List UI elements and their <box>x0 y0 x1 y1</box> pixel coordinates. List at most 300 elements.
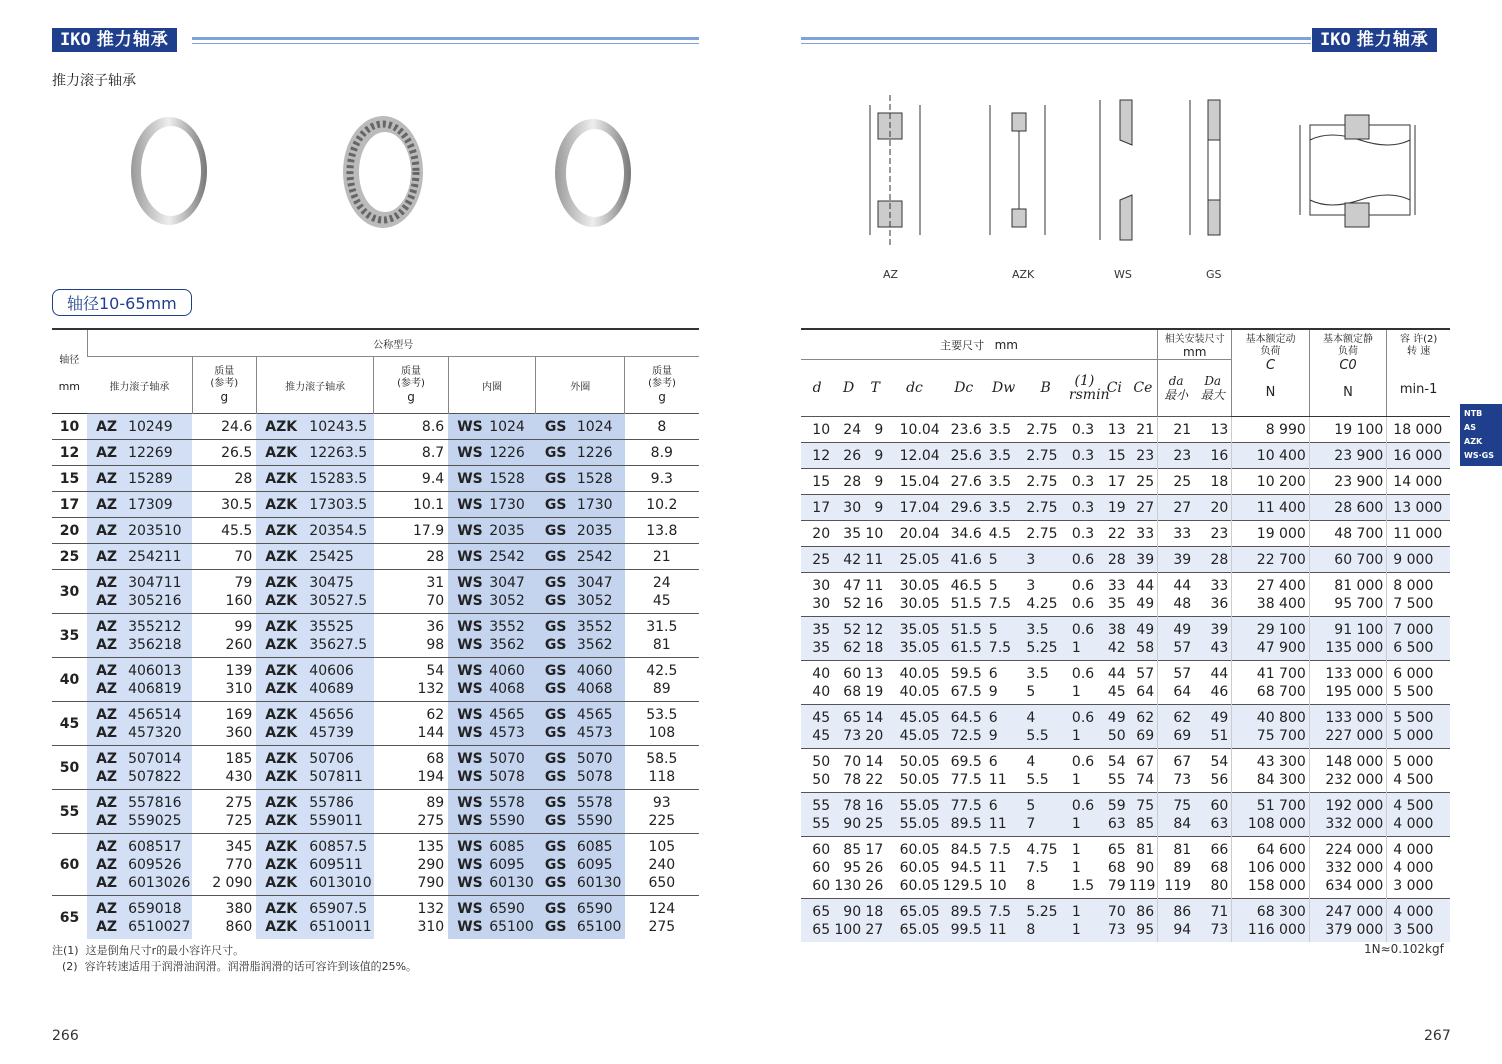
gs-model-cell: GS 1528 <box>536 466 625 492</box>
dim-value-cell: 81 90 119 <box>1129 837 1158 899</box>
dim-value-cell: 0.6 <box>1069 547 1100 573</box>
az-model-cell: AZ 12269 <box>87 440 192 466</box>
ws-gs-ring-image <box>552 117 634 229</box>
mass2-col-header: 质量 (参考) g <box>374 357 448 414</box>
dim-value-cell: 35 <box>833 521 864 547</box>
dim-col-header: d <box>812 380 822 396</box>
mass1-col-header: 质量 (参考) g <box>192 357 256 414</box>
dim-value-cell: 8 000 7 500 <box>1387 573 1450 617</box>
mass3-col-header: 质量 (参考) g <box>625 357 699 414</box>
dim-value-cell: 47 52 <box>833 573 864 617</box>
dim-value-cell: 68 300 116 000 <box>1232 899 1310 943</box>
dim-value-cell: 34.6 <box>943 521 985 547</box>
ws-model-cell: WS 2035 <box>448 518 536 544</box>
az-model-cell: AZ 17309 <box>87 492 192 518</box>
dim-value-cell: 40 40 <box>801 661 833 705</box>
shaft-diameter-cell: 20 <box>52 518 87 544</box>
dim-value-cell: 33 35 <box>1100 573 1129 617</box>
dim-value-cell: 3.5 <box>985 495 1023 521</box>
header-rule-right <box>801 37 1311 40</box>
gs-model-cell: GS 5070 GS 5078 <box>536 746 625 790</box>
azk-model-cell: AZK 25425 <box>256 544 374 570</box>
dim-value-cell: 7.5 11 10 <box>985 837 1023 899</box>
dim-value-cell: 60 60 60 <box>801 837 833 899</box>
iko-logo-right: IKO <box>1320 30 1351 50</box>
dim-value-cell: 28 <box>1100 547 1129 573</box>
header-rule-left-thin <box>192 43 699 44</box>
dim-value-cell: 57 64 <box>1129 661 1158 705</box>
ws-gs-mass-cell: 53.5 108 <box>625 702 699 746</box>
dim-value-cell: 64.5 72.5 <box>943 705 985 749</box>
dim-value-cell: 44 45 <box>1100 661 1129 705</box>
azk-model-cell: AZK 60857.5 AZK 609511 AZK 6013010 <box>256 834 374 896</box>
dim-value-cell: 18 27 <box>864 899 886 943</box>
ws-gs-mass-cell: 21 <box>625 544 699 570</box>
dim-value-cell: 50.05 50.05 <box>886 749 942 793</box>
dim-value-cell: 6 000 5 500 <box>1387 661 1450 705</box>
azk-mass-cell: 17.9 <box>374 518 448 544</box>
dim-value-cell: 70 73 <box>1100 899 1129 943</box>
azk-mass-cell: 62 144 <box>374 702 448 746</box>
dim-value-cell: 15 <box>801 469 833 495</box>
ws-model-cell: WS 1024 <box>448 414 536 440</box>
ws-gs-mass-cell: 124 275 <box>625 896 699 940</box>
ws-gs-mass-cell: 10.2 <box>625 492 699 518</box>
dim-value-cell: 66 68 80 <box>1194 837 1232 899</box>
az-mass-cell: 169 360 <box>192 702 256 746</box>
azk-mass-cell: 10.1 <box>374 492 448 518</box>
ws-model-cell: WS 2542 <box>448 544 536 570</box>
ws-gs-mass-cell: 9.3 <box>625 466 699 492</box>
dim-value-cell: 54 55 <box>1100 749 1129 793</box>
main-dims-header: 主要尺寸 mm <box>801 329 1158 360</box>
dim-value-cell: 35.05 35.05 <box>886 617 942 661</box>
dim-value-cell: 49 57 <box>1158 617 1195 661</box>
dim-value-cell: 14 000 <box>1387 469 1450 495</box>
dim-value-cell: 59.5 67.5 <box>943 661 985 705</box>
dim-value-cell: 9 <box>864 469 886 495</box>
az-mass-cell: 345 770 2 090 <box>192 834 256 896</box>
dim-value-cell: 3.5 5.25 <box>1022 617 1069 661</box>
azk-model-cell: AZK 65907.5 AZK 6510011 <box>256 896 374 940</box>
gs-col-header: 外圈 <box>536 357 625 414</box>
azk-mass-cell: 9.4 <box>374 466 448 492</box>
dim-value-cell: 17.04 <box>886 495 942 521</box>
az-mass-cell: 139 310 <box>192 658 256 702</box>
dim-value-cell: 0.6 1 <box>1069 749 1100 793</box>
az-model-cell: AZ 10249 <box>87 414 192 440</box>
shaft-diameter-cell: 10 <box>52 414 87 440</box>
az-model-cell: AZ 406013 AZ 406819 <box>87 658 192 702</box>
dim-value-cell: 0.6 1 <box>1069 793 1100 837</box>
dim-value-cell: 16 <box>1194 443 1232 469</box>
dim-value-cell: 23 900 <box>1309 443 1387 469</box>
footnote-2: (2) 容许转速适用于润滑油润滑。润滑脂润滑的话可容许到该值的25%。 <box>62 960 418 973</box>
az-mass-cell: 26.5 <box>192 440 256 466</box>
dim-col-header: T <box>870 380 880 396</box>
azk-model-cell: AZK 50706 AZK 507811 <box>256 746 374 790</box>
dim-value-cell: 44 46 <box>1194 661 1232 705</box>
dim-value-cell: 24 <box>833 417 864 443</box>
gs-model-cell: GS 2542 <box>536 544 625 570</box>
dim-value-cell: 4 500 4 000 <box>1387 793 1450 837</box>
ws-gs-mass-cell: 58.5 118 <box>625 746 699 790</box>
az-mass-cell: 99 260 <box>192 614 256 658</box>
dim-value-cell: 3 <box>1022 547 1069 573</box>
ws-model-cell: WS 6085 WS 6095 WS 60130 <box>448 834 536 896</box>
dim-value-cell: 55 55 <box>801 793 833 837</box>
gs-model-cell: GS 3047 GS 3052 <box>536 570 625 614</box>
dim-value-cell: 91 100 135 000 <box>1309 617 1387 661</box>
dim-value-cell: 17 <box>801 495 833 521</box>
dim-value-cell: 59 63 <box>1100 793 1129 837</box>
azk-model-cell: AZK 10243.5 <box>256 414 374 440</box>
dim-value-cell: 23.6 <box>943 417 985 443</box>
azk-model-cell: AZK 12263.5 <box>256 440 374 466</box>
dim-value-cell: 13 19 <box>864 661 886 705</box>
shaft-diameter-cell: 50 <box>52 746 87 790</box>
dim-value-cell: 81 89 119 <box>1158 837 1195 899</box>
brand-badge-right <box>1312 28 1437 52</box>
dim-value-cell: 29 100 47 900 <box>1232 617 1310 661</box>
dim-col-header: Da 最大 <box>1200 374 1225 402</box>
right-table-row <box>801 705 1450 749</box>
dim-value-cell: 51 700 108 000 <box>1232 793 1310 837</box>
left-spec-table <box>52 328 699 939</box>
ws-model-cell: WS 6590 WS 65100 <box>448 896 536 940</box>
dim-value-cell: 7.5 11 <box>985 899 1023 943</box>
left-table-row <box>52 570 699 614</box>
left-table-row <box>52 544 699 570</box>
dim-value-cell: 5 7 <box>1022 793 1069 837</box>
right-table-row <box>801 417 1450 443</box>
dim-value-cell: 30 30 <box>801 573 833 617</box>
cross-section-drawings <box>830 85 1430 245</box>
dim-value-cell: 9 <box>864 417 886 443</box>
dim-col-header: Ce <box>1133 380 1153 396</box>
azk-mass-cell: 8.7 <box>374 440 448 466</box>
diagram-label-azk: AZK <box>1012 268 1035 281</box>
dim-value-cell: 12.04 <box>886 443 942 469</box>
dim-value-cell: 55.05 55.05 <box>886 793 942 837</box>
right-table-row <box>801 547 1450 573</box>
dim-value-cell: 57 64 <box>1158 661 1195 705</box>
az-mass-cell: 185 430 <box>192 746 256 790</box>
dim-value-cell: 0.6 1 <box>1069 617 1100 661</box>
dim-value-cell: 5.25 8 <box>1022 899 1069 943</box>
right-table-row <box>801 793 1450 837</box>
dim-value-cell: 4 5.5 <box>1022 705 1069 749</box>
dim-col-header: Dc <box>954 380 974 396</box>
dim-value-cell: 10 <box>864 521 886 547</box>
azk-mass-cell: 8.6 <box>374 414 448 440</box>
az-model-cell: AZ 254211 <box>87 544 192 570</box>
gs-model-cell: GS 4060 GS 4068 <box>536 658 625 702</box>
dim-value-cell: 20 <box>801 521 833 547</box>
diagram-label-ws: WS <box>1114 268 1132 281</box>
dim-value-cell: 40.05 40.05 <box>886 661 942 705</box>
ws-gs-mass-cell: 31.5 81 <box>625 614 699 658</box>
azk-model-cell: AZK 30475 AZK 30527.5 <box>256 570 374 614</box>
dim-value-cell: 0.6 1 <box>1069 705 1100 749</box>
dim-value-cell: 0.3 <box>1069 417 1100 443</box>
dim-value-cell: 71 73 <box>1194 899 1232 943</box>
dim-value-cell: 27.6 <box>943 469 985 495</box>
dim-col-header: da 最小 <box>1158 360 1195 417</box>
dim-value-cell: 49 51 <box>1194 705 1232 749</box>
dim-value-cell: 60.05 60.05 60.05 <box>886 837 942 899</box>
dim-value-cell: 13 <box>1100 417 1129 443</box>
ws-model-cell: WS 3047 WS 3052 <box>448 570 536 614</box>
dim-value-cell: 23 <box>1194 521 1232 547</box>
brand-title-right: 推力轴承 <box>1356 30 1429 50</box>
dim-value-cell: 0.6 1 <box>1069 661 1100 705</box>
dim-value-cell: 7 000 6 500 <box>1387 617 1450 661</box>
left-table-row <box>52 518 699 544</box>
azk-model-cell: AZK 15283.5 <box>256 466 374 492</box>
dim-value-cell: 6 9 <box>985 661 1023 705</box>
az-mass-cell: 380 860 <box>192 896 256 940</box>
az-mass-cell: 275 725 <box>192 790 256 834</box>
dim-value-cell: 52 62 <box>833 617 864 661</box>
dynamic-load-header: 基本额定动 负荷 C N <box>1232 329 1310 417</box>
dim-value-cell: 84.5 94.5 129.5 <box>943 837 985 899</box>
dim-value-cell: 44 48 <box>1158 573 1195 617</box>
dim-value-cell: 33 <box>1129 521 1158 547</box>
dim-value-cell: 28 <box>833 469 864 495</box>
dim-value-cell: 60 68 <box>833 661 864 705</box>
dim-value-cell: 54 56 <box>1194 749 1232 793</box>
dim-value-cell: 27 <box>1129 495 1158 521</box>
az-model-cell: AZ 456514 AZ 457320 <box>87 702 192 746</box>
mount-dims-header: 相关安装尺寸 mm <box>1158 329 1232 360</box>
dim-value-cell: 21 <box>1158 417 1195 443</box>
ws-model-cell: WS 5070 WS 5078 <box>448 746 536 790</box>
dim-value-cell: 75 84 <box>1158 793 1195 837</box>
dim-value-cell: 16 25 <box>864 793 886 837</box>
dim-value-cell: 2.75 <box>1022 521 1069 547</box>
shaft-diameter-cell: 65 <box>52 896 87 940</box>
dim-value-cell: 5 500 5 000 <box>1387 705 1450 749</box>
dim-value-cell: 48 700 <box>1309 521 1387 547</box>
ws-gs-mass-cell: 93 225 <box>625 790 699 834</box>
side-category-tab: NTB AS AZK WS·GS <box>1460 404 1502 466</box>
dim-value-cell: 25 <box>1129 469 1158 495</box>
azk-col-header: 推力滚子轴承 <box>256 357 374 414</box>
ws-gs-mass-cell: 24 45 <box>625 570 699 614</box>
dim-value-cell: 11 16 <box>864 573 886 617</box>
dim-value-cell: 41.6 <box>943 547 985 573</box>
dim-value-cell: 224 000 332 000 634 000 <box>1309 837 1387 899</box>
azk-mass-cell: 31 70 <box>374 570 448 614</box>
diagram-label-az: AZ <box>883 268 899 281</box>
dim-value-cell: 35 35 <box>801 617 833 661</box>
static-load-header: 基本额定静 负荷 C0 N <box>1309 329 1387 417</box>
right-table-row <box>801 899 1450 943</box>
dim-value-cell: 26 <box>833 443 864 469</box>
page-number-right: 267 <box>1424 1028 1451 1044</box>
diagram-label-gs: GS <box>1206 268 1222 281</box>
dim-value-cell: 23 <box>1129 443 1158 469</box>
dim-value-cell: 40 800 75 700 <box>1232 705 1310 749</box>
dimension-diagrams <box>830 85 1430 245</box>
speed-header: 容 许(2) 转 速 min-1 <box>1387 329 1450 417</box>
shaft-diameter-cell: 60 <box>52 834 87 896</box>
dim-value-cell: 12 18 <box>864 617 886 661</box>
dim-value-cell: 0.6 0.6 <box>1069 573 1100 617</box>
gs-model-cell: GS 5578 GS 5590 <box>536 790 625 834</box>
right-table-row <box>801 837 1450 899</box>
dim-value-cell: 0.3 <box>1069 495 1100 521</box>
dim-value-cell: 86 95 <box>1129 899 1158 943</box>
dim-value-cell: 19 <box>1100 495 1129 521</box>
dim-value-cell: 60 63 <box>1194 793 1232 837</box>
dim-value-cell: 13 000 <box>1387 495 1450 521</box>
dim-value-cell: 2.75 <box>1022 443 1069 469</box>
dim-value-cell: 43 300 84 300 <box>1232 749 1310 793</box>
dim-value-cell: 11 000 <box>1387 521 1450 547</box>
az-model-cell: AZ 355212 AZ 356218 <box>87 614 192 658</box>
az-model-cell: AZ 15289 <box>87 466 192 492</box>
dim-value-cell: 85 95 130 <box>833 837 864 899</box>
dim-value-cell: 3.5 <box>985 417 1023 443</box>
dim-value-cell: 62 69 <box>1158 705 1195 749</box>
dim-col-header: Dw <box>991 380 1016 396</box>
dim-value-cell: 2.75 <box>1022 469 1069 495</box>
dim-value-cell: 65 73 <box>833 705 864 749</box>
azk-mass-cell: 132 310 <box>374 896 448 940</box>
ws-model-cell: WS 1528 <box>448 466 536 492</box>
ws-gs-mass-cell: 8 <box>625 414 699 440</box>
dim-value-cell: 90 100 <box>833 899 864 943</box>
dim-value-cell: 20.04 <box>886 521 942 547</box>
azk-mass-cell: 89 275 <box>374 790 448 834</box>
ws-model-cell: WS 4060 WS 4068 <box>448 658 536 702</box>
dim-value-cell: 65 65 <box>801 899 833 943</box>
right-table-row <box>801 617 1450 661</box>
dim-value-cell: 10 <box>801 417 833 443</box>
az-col-header: 推力滚子轴承 <box>109 381 170 393</box>
dim-value-cell: 45.05 45.05 <box>886 705 942 749</box>
right-table-row <box>801 495 1450 521</box>
dim-value-cell: 39 <box>1129 547 1158 573</box>
dim-value-cell: 20 <box>1194 495 1232 521</box>
iko-logo: IKO <box>60 30 91 50</box>
dim-value-cell: 39 43 <box>1194 617 1232 661</box>
dim-value-cell: 42 <box>833 547 864 573</box>
dim-value-cell: 133 000 227 000 <box>1309 705 1387 749</box>
dim-value-cell: 49 58 <box>1129 617 1158 661</box>
footnote-1: 注(1) 这是倒角尺寸r的最小容许尺寸。 <box>52 944 245 957</box>
right-table-row <box>801 469 1450 495</box>
dim-value-cell: 15.04 <box>886 469 942 495</box>
az-mass-cell: 79 160 <box>192 570 256 614</box>
dim-value-cell: 45 45 <box>801 705 833 749</box>
left-table-row <box>52 702 699 746</box>
ws-gs-mass-cell: 8.9 <box>625 440 699 466</box>
shaft-diameter-cell: 45 <box>52 702 87 746</box>
azk-cage-image <box>340 113 426 231</box>
azk-mass-cell: 28 <box>374 544 448 570</box>
gs-model-cell: GS 6590 GS 65100 <box>536 896 625 940</box>
dim-value-cell: 77.5 89.5 <box>943 793 985 837</box>
dim-value-cell: 192 000 332 000 <box>1309 793 1387 837</box>
dim-value-cell: 14 20 <box>864 705 886 749</box>
azk-model-cell: AZK 35525 AZK 35627.5 <box>256 614 374 658</box>
dim-value-cell: 0.3 <box>1069 469 1100 495</box>
unit-conversion-note: 1N≈0.102kgf <box>1364 942 1444 956</box>
dim-value-cell: 0.3 <box>1069 443 1100 469</box>
dim-value-cell: 75 85 <box>1129 793 1158 837</box>
right-table-row <box>801 661 1450 705</box>
dim-value-cell: 13 <box>1194 417 1232 443</box>
dim-value-cell: 9 <box>864 495 886 521</box>
az-model-cell: AZ 507014 AZ 507822 <box>87 746 192 790</box>
dim-value-cell: 25 <box>801 547 833 573</box>
dim-value-cell: 19 100 <box>1309 417 1387 443</box>
dim-value-cell: 69.5 77.5 <box>943 749 985 793</box>
dim-value-cell: 148 000 232 000 <box>1309 749 1387 793</box>
dim-value-cell: 25 <box>1158 469 1195 495</box>
dim-value-cell: 22 <box>1100 521 1129 547</box>
azk-model-cell: AZK 17303.5 <box>256 492 374 518</box>
dim-value-cell: 78 90 <box>833 793 864 837</box>
ws-gs-mass-cell: 13.8 <box>625 518 699 544</box>
dim-value-cell: 0.3 <box>1069 521 1100 547</box>
left-table-row <box>52 896 699 940</box>
dim-value-cell: 3 4.25 <box>1022 573 1069 617</box>
dim-value-cell: 70 78 <box>833 749 864 793</box>
dim-value-cell: 3.5 <box>985 469 1023 495</box>
ws-gs-mass-cell: 42.5 89 <box>625 658 699 702</box>
dim-value-cell: 28 <box>1194 547 1232 573</box>
right-table-row <box>801 749 1450 793</box>
left-table-row <box>52 466 699 492</box>
shaft-diameter-cell: 55 <box>52 790 87 834</box>
azk-model-cell: AZK 55786 AZK 559011 <box>256 790 374 834</box>
dim-value-cell: 3.5 5 <box>1022 661 1069 705</box>
az-mass-cell: 30.5 <box>192 492 256 518</box>
azk-model-cell: AZK 45656 AZK 45739 <box>256 702 374 746</box>
dim-value-cell: 65.05 65.05 <box>886 899 942 943</box>
dim-value-cell: 64 600 106 000 158 000 <box>1232 837 1310 899</box>
dim-value-cell: 9 <box>864 443 886 469</box>
dim-value-cell: 27 <box>1158 495 1195 521</box>
gs-model-cell: GS 4565 GS 4573 <box>536 702 625 746</box>
dim-value-cell: 3.5 <box>985 443 1023 469</box>
azk-mass-cell: 36 98 <box>374 614 448 658</box>
dim-value-cell: 10 200 <box>1232 469 1310 495</box>
dim-value-cell: 28 600 <box>1309 495 1387 521</box>
dim-value-cell: 6 9 <box>985 705 1023 749</box>
dim-value-cell: 133 000 195 000 <box>1309 661 1387 705</box>
az-model-cell: AZ 304711 AZ 305216 <box>87 570 192 614</box>
dim-value-cell: 6 11 <box>985 793 1023 837</box>
dim-value-cell: 16 000 <box>1387 443 1450 469</box>
header-rule-right-thin <box>801 43 1311 44</box>
dim-value-cell: 65 68 79 <box>1100 837 1129 899</box>
dim-value-cell: 5 7.5 <box>985 573 1023 617</box>
dim-value-cell: 81 000 95 700 <box>1309 573 1387 617</box>
dim-value-cell: 25.05 <box>886 547 942 573</box>
dim-value-cell: 6 11 <box>985 749 1023 793</box>
shaft-diameter-cell: 15 <box>52 466 87 492</box>
dim-value-cell: 67 73 <box>1158 749 1195 793</box>
dim-value-cell: 86 94 <box>1158 899 1195 943</box>
left-table-row <box>52 746 699 790</box>
dim-value-cell: 23 <box>1158 443 1195 469</box>
dim-value-cell: 4 000 4 000 3 000 <box>1387 837 1450 899</box>
